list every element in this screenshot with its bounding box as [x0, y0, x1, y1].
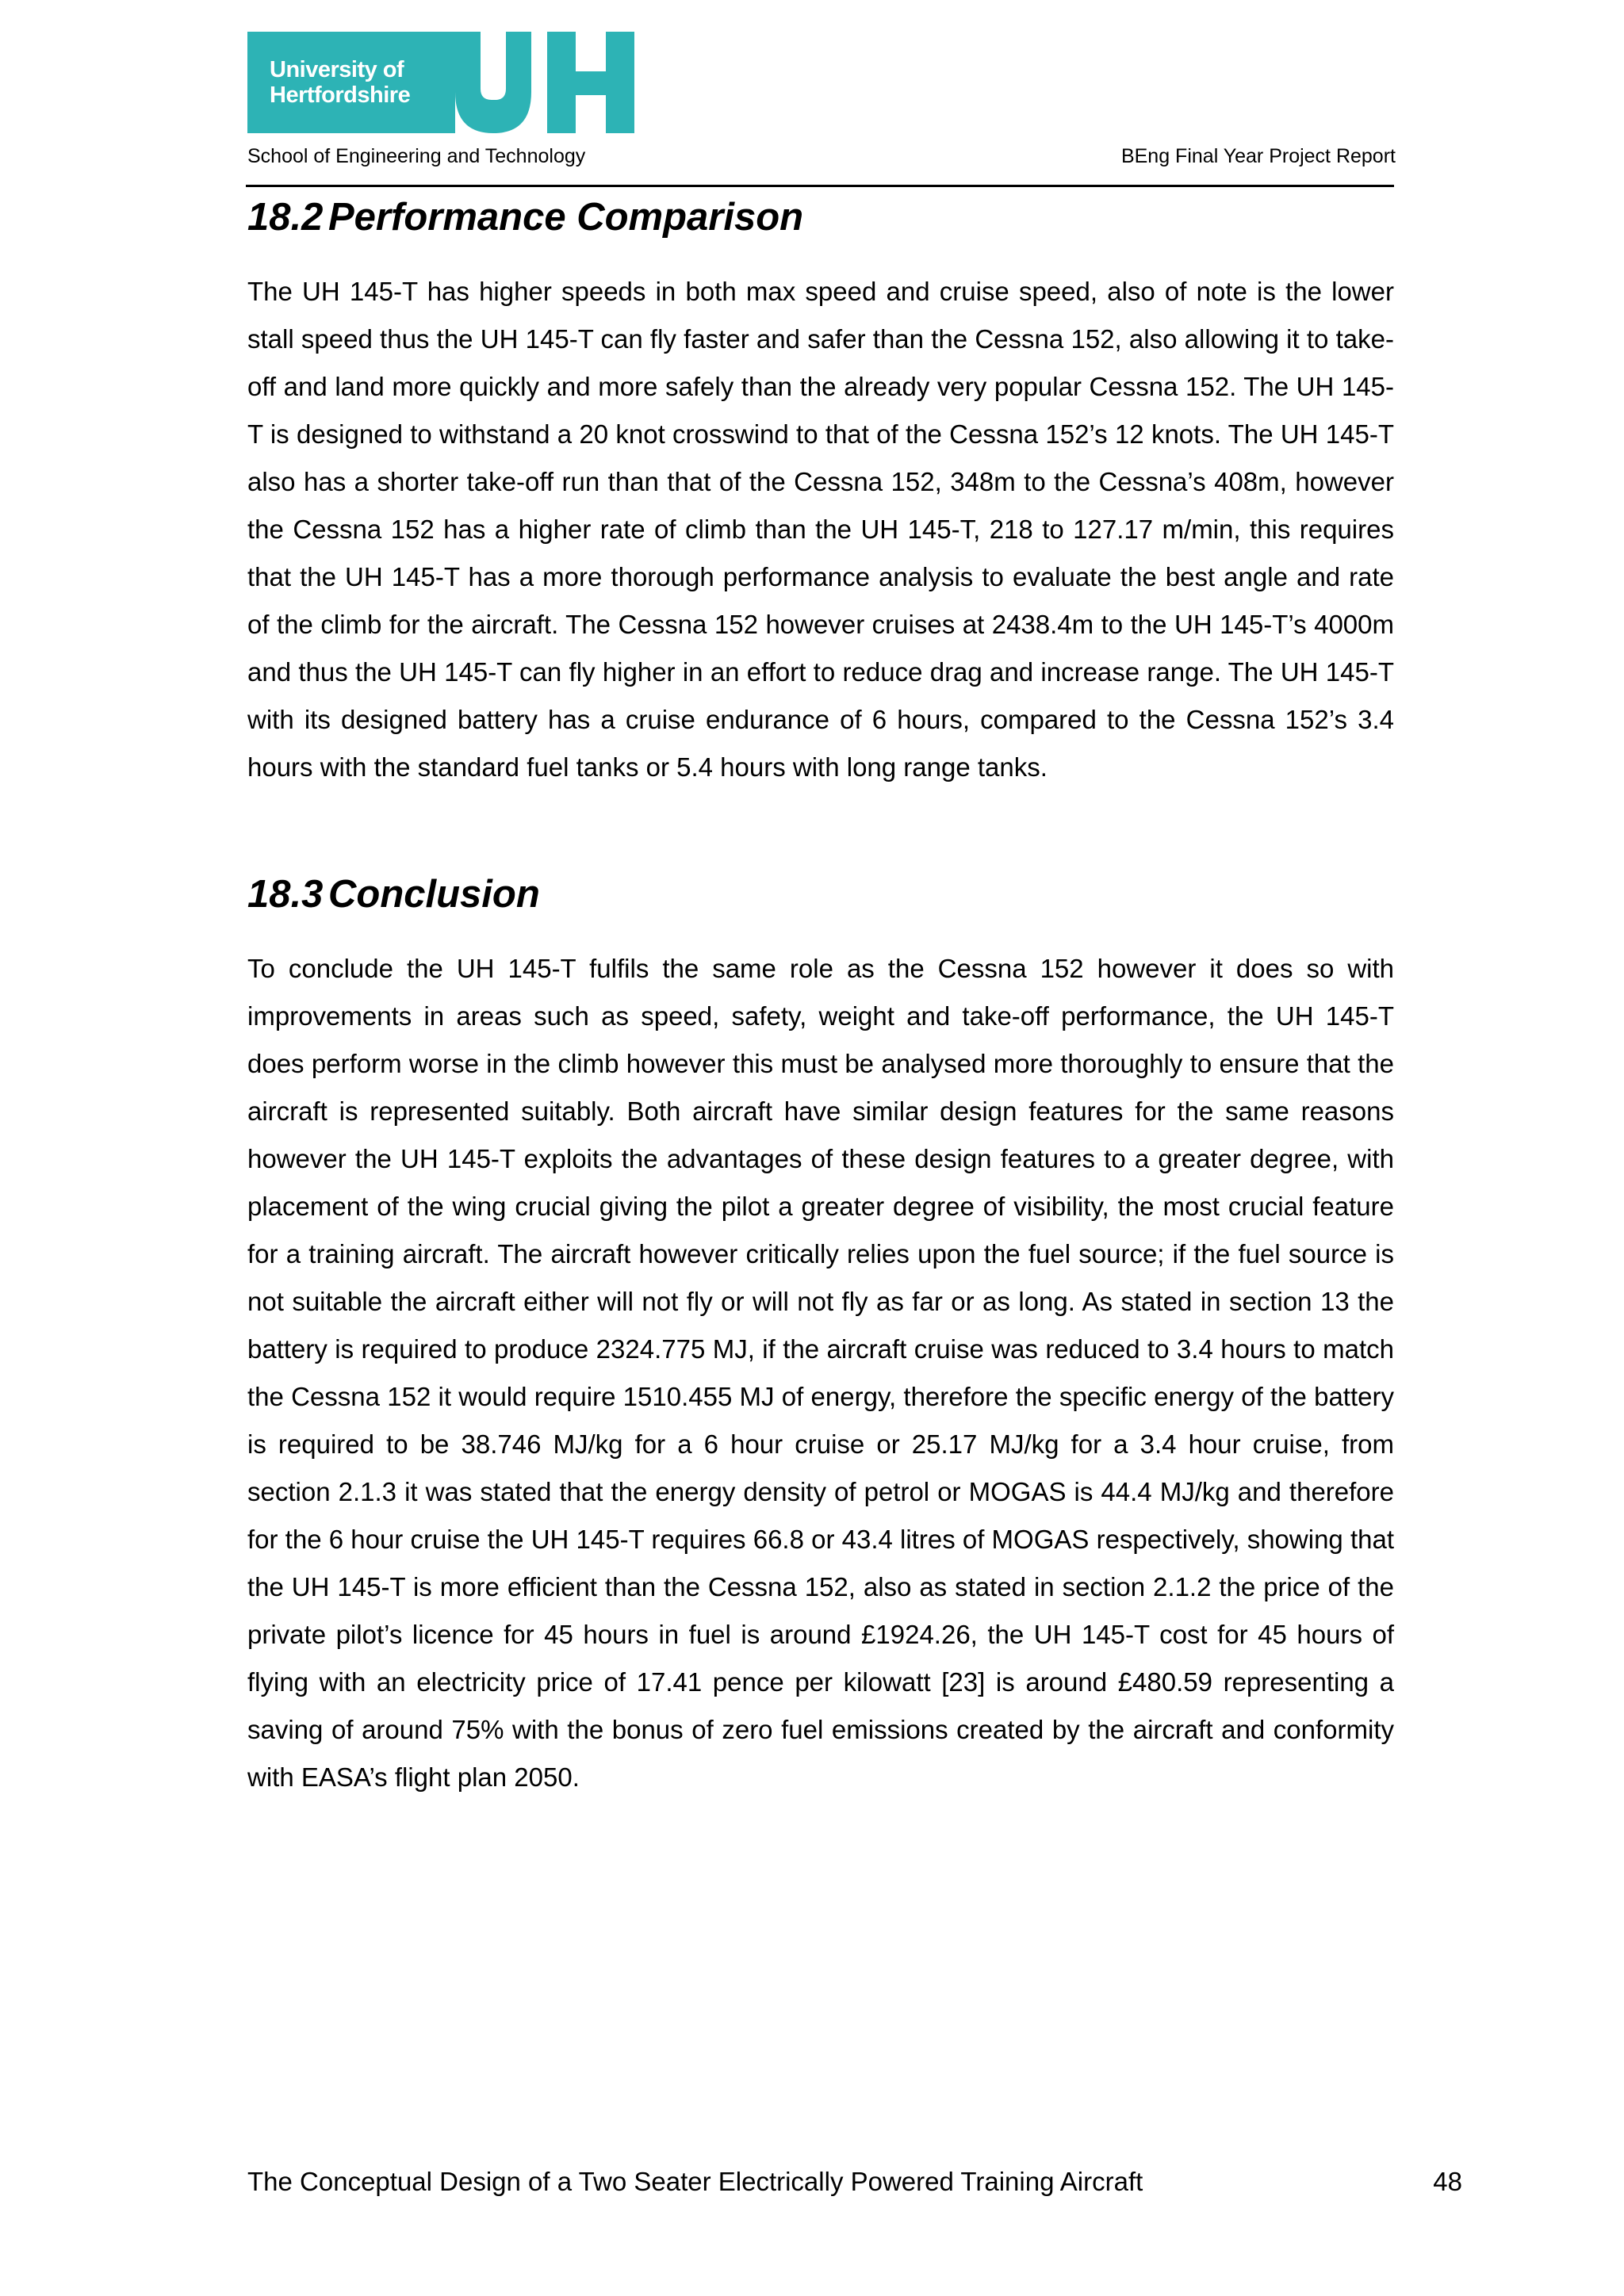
header-school: School of Engineering and Technology: [247, 145, 586, 167]
section-number: 18.2: [247, 196, 324, 239]
header-divider: [246, 185, 1394, 187]
section-title: Performance Comparison: [328, 196, 804, 239]
logo-line-1: University of: [270, 57, 404, 82]
footer-page-number: 48: [1433, 2167, 1462, 2196]
logo-wordmark-box: [247, 32, 455, 133]
conclusion-paragraph: To conclude the UH 145-T fulfils the same role as the Cessna 152 however it does so with improvements in areas such as speed, safety, weight and take-off performance, the UH 145-T does perform worse in the climb however this must be analysed more thoroughly to ensure that the aircraft is represented suitably. Both aircraft have similar design features for the same reasons however the UH 145-T exploits the advantages of these design features to a greater degree, with placement of the wing crucial giving the pilot a greater degree of visibility, the most crucial feature for a training aircraft. The aircraft however critically relies upon the fuel source; if the fuel source is not suitable the aircraft either will not fly or will not fly as far or as long. As stated in section 13 the battery is required to produce 2324.775 MJ, if the aircraft cruise was reduced to 3.4 hours to match the Cessna 152 it would require 1510.455 MJ of energy, therefore the specific energy of the battery is required to be 38.746 MJ/kg for a 6 hour cruise or 25.17 MJ/kg for a 3.4 hour cruise, from section 2.1.3 it was stated that the energy density of petrol or MOGAS is 44.4 MJ/kg and therefore for the 6 hour cruise the UH 145-T requires 66.8 or 43.4 litres of MOGAS respectively, showing that the UH 145-T is more efficient than the Cessna 152, also as stated in section 2.1.2 the price of the private pilot’s licence for 45 hours in fuel is around £1924.26, the UH 145-T cost for 45 hours of flying with an electricity price of 17.41 pence per kilowatt [23] is around £480.59 representing a saving of around 75% with the bonus of zero fuel emissions created by the aircraft and conformity with EASA’s flight plan 2050.: [247, 954, 1394, 1792]
header-report-type: BEng Final Year Project Report: [1120, 145, 1396, 167]
section-title: Conclusion: [328, 873, 540, 916]
section-number: 18.3: [247, 873, 324, 916]
section-heading-conclusion: [247, 872, 540, 916]
performance-paragraph: The UH 145-T has higher speeds in both max speed and cruise speed, also of note is the lower stall speed thus the UH 145-T can fly faster and safer than the Cessna 152, also allowing it to take-off and land more quickly and more safely than the already very popular Cessna 152. The UH 145-T is designed to withstand a 20 knot crosswind to that of the Cessna 152’s 12 knots. The UH 145-T also has a shorter take-off run than that of the Cessna 152, 348m to the Cessna’s 408m, however the Cessna 152 has a higher rate of climb than the UH 145-T, 218 to 127.17 m/min, this requires that the UH 145-T has a more thorough performance analysis to evaluate the best angle and rate of the climb for the aircraft. The Cessna 152 however cruises at 2438.4m to the UH 145-T’s 4000m and thus the UH 145-T can fly higher in an effort to reduce drag and increase range. The UH 145-T with its designed battery has a cruise endurance of 6 hours, compared to the Cessna 152’s 3.4 hours with the standard fuel tanks or 5.4 hours with long range tanks.: [247, 277, 1394, 782]
section-heading-performance: [247, 195, 803, 239]
university-logo: [247, 32, 661, 133]
footer-document-title: The Conceptual Design of a Two Seater Electrically Powered Training Aircraft: [247, 2167, 1143, 2196]
logo-line-2: Hertfordshire: [270, 82, 411, 108]
uh-letters-icon: [455, 32, 661, 133]
